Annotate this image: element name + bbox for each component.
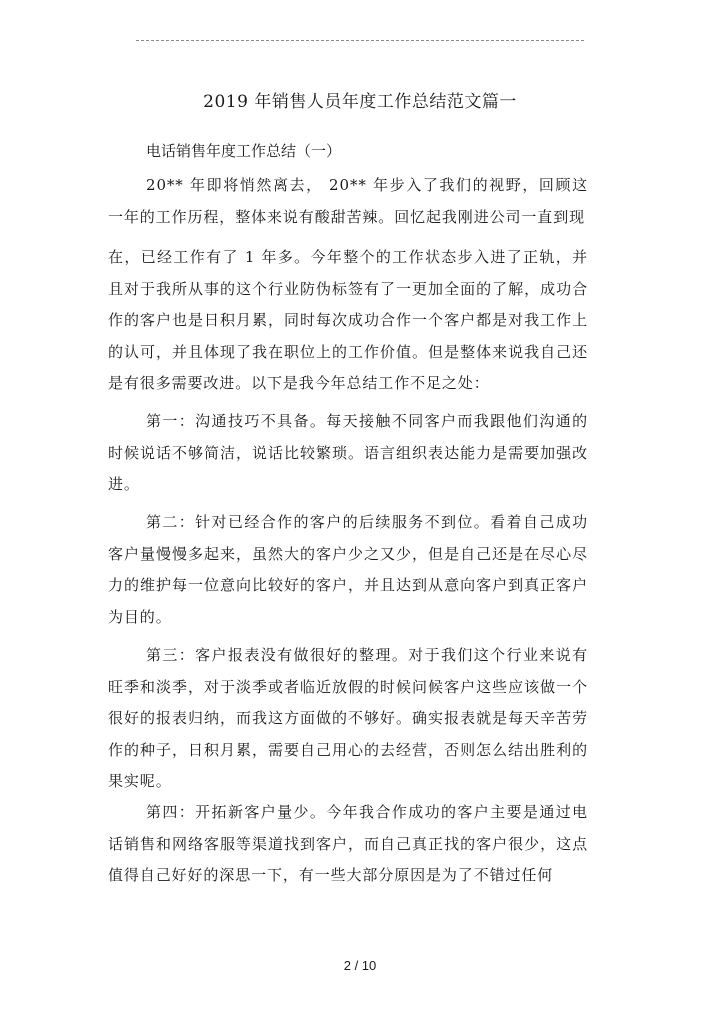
document-title: 2019 年销售人员年度工作总结范文篇一 [203, 92, 517, 112]
paragraph-point-4: 第四：开拓新客户量少。今年我合作成功的客户主要是通过电话销售和网络客服等渠道找到客户，而自己真正找的客户很少，这点值得自己好好的深思一下，有一些大部分原因是为了不错过任何 [108, 803, 588, 884]
paragraph-status: 在，已经工作有了 1 年多。今年整个的工作状态步入进了正轨，并且对于我所从事的这个行业防伪标签有了一更加全面的了解，成功合作的客户也是日积月累，同时每次成功合作一个客户都是对我工作上的认可，并且体现了我在职位上的工作价值。但是整体来说我自己还是有很多需要改进。以下是我今年总结工作不足之处： [108, 248, 588, 392]
header-rule [136, 40, 584, 41]
paragraph-point-1: 第一：沟通技巧不具备。每天接触不同客户而我跟他们沟通的时候说话不够简洁，说话比较繁琐。语言组织表达能力是需要加强改进。 [108, 412, 588, 493]
paragraph-point-2: 第二：针对已经合作的客户的后续服务不到位。看着自己成功客户量慢慢多起来，虽然大的客户少之又少，但是自己还是在尽心尽力的维护每一位意向比较好的客户，并且达到从意向客户到真正客户为目的。 [108, 513, 588, 626]
paragraph-point-3: 第三：客户报表没有做很好的整理。对于我们这个行业来说有旺季和淡季，对于淡季或者临近放假的时候问候客户这些应该做一个很好的报表归纳，而我这方面做的不够好。确实报表就是每天辛苦劳作的种子，日积月累，需要自己用心的去经营，否则怎么结出胜利的果实呢。 [108, 646, 588, 790]
paragraph-intro: 20** 年即将悄然离去， 20** 年步入了我们的视野，回顾这一年的工作历程，整体来说有酸甜苦辣。回忆起我刚进公司一直到现 [108, 176, 588, 226]
page-number: 2 / 10 [343, 958, 377, 973]
section-heading: 电话销售年度工作总结（一） [146, 142, 342, 160]
